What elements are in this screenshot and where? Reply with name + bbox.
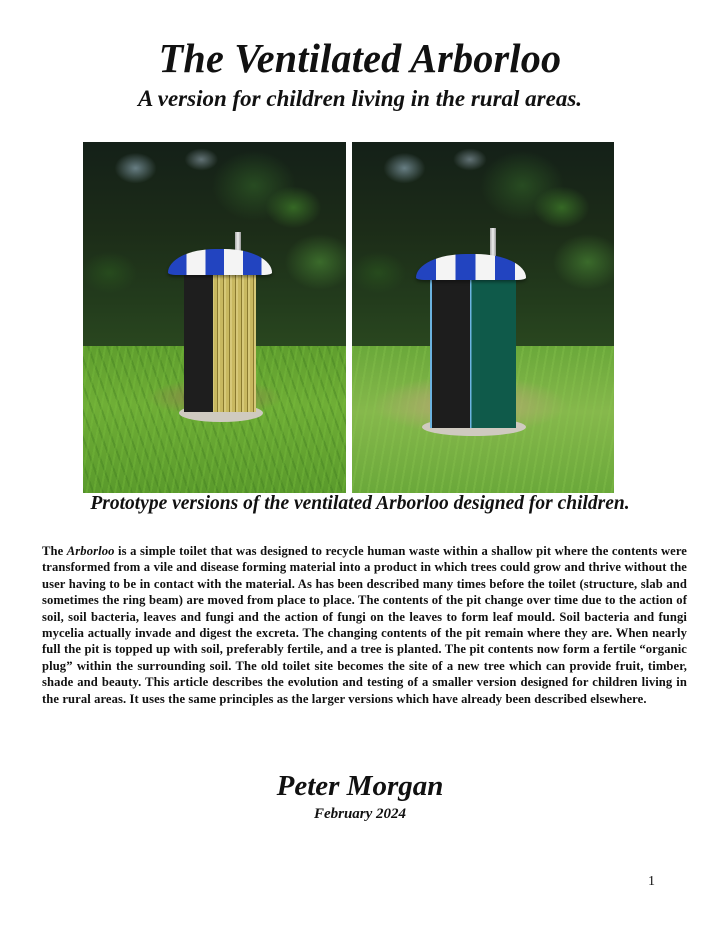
toilet-wall-shadenet [430, 278, 516, 428]
publication-date: February 2024 [313, 806, 407, 822]
photo-shadenet-arborloo [352, 142, 614, 493]
body-italic-term: Arborloo [66, 544, 115, 558]
photo-bamboo-arborloo [83, 142, 346, 493]
page-number: 1 [648, 874, 655, 889]
body-text: is a simple toilet that was designed to recycle human waste within a shallow pit where the contents were transformed from a vile and disease forming material into a product in which trees could grow and thrive without the user having to be in contact with the material. As has been described many times before the toilet (structure, slab and sometimes the ring beam) are moved from place to place. The contents of the pit change over time due to the action of soil, soil bacteria, leaves and fungi and the action of fungi on the leaves to form leaf mould. Soil bacteria and fungi mycelia actually invade and digest the excreta. The changing contents of the pit remain where they are. When nearly full the pit is topped up with soil, preferably fertile, and a tree is planted. The pit contents now form a fertile “organic plug” within the surrounding soil. The old toilet site becomes the site of a new tree which can provide fruit, timber, shade and beauty. This article describes the evolution and testing of a smaller version designed for children living in the rural areas. It uses the same principles as the larger versions which have already been described elsewhere. [42, 544, 687, 706]
figure-caption: Prototype versions of the ventilated Arborloo designed for children. [90, 493, 630, 514]
document-subtitle: A version for children living in the rural areas. [137, 86, 583, 111]
body-paragraph [42, 543, 687, 707]
body-lead: The [42, 544, 67, 558]
toilet-wall-bamboo [184, 272, 256, 412]
author-name: Peter Morgan [276, 770, 444, 802]
document-title: The Ventilated Arborloo [158, 35, 562, 81]
